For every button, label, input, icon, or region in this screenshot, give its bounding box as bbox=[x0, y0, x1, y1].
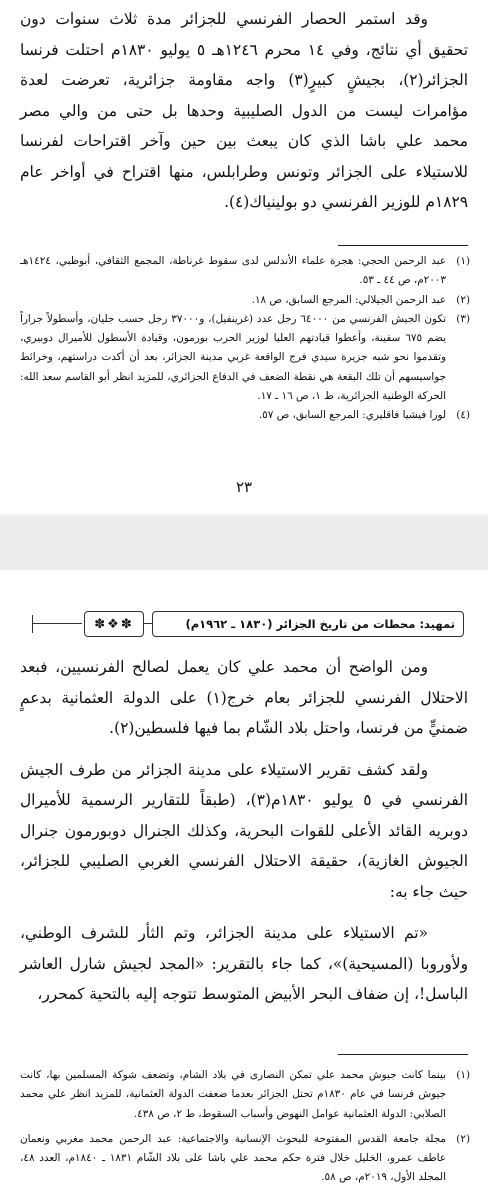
page-number: ٢٣ bbox=[235, 478, 253, 496]
footnote-separator bbox=[338, 1054, 468, 1055]
footnotes bbox=[20, 252, 470, 426]
paragraph: ولقد كشف تقرير الاستيلاء على مدينة الجزائر من طرف الجيش الفرنسي في ٥ يوليو ١٨٣٠م(٣)، (طبقاً للتقارير الرسمية للأميرال دوبريه القائد الأعلى للقوات البحرية، وكذلك الجنرال دوبورمون جنرال الجيوش الغازية)، حقيقة الاحتلال الفرنسي الغربي الصليبي للجزائر، حيث جاء به: bbox=[20, 760, 468, 901]
header-title: تمهيد: محطات من تاريخ الجزائر (١٨٣٠ ـ ١٩٦٢م) bbox=[152, 611, 464, 637]
footnote bbox=[20, 1066, 470, 1124]
footnote-text: عبد الرحمن الحجي: هجرة علماء الأندلس لدى سقوط غرناطة، المجمع الثقافي، أبوظبي، ١٤٢٤هـ ٢٠٠٣م، ص ٤٤ ـ ٥٣. bbox=[20, 255, 446, 287]
footnote-text: عبد الرحمن الجيلالي: المرجع السابق، ص ١٨. bbox=[251, 293, 446, 306]
footnote bbox=[20, 406, 470, 425]
page-top bbox=[0, 0, 488, 515]
footnote bbox=[20, 252, 470, 291]
footnote-number: (١) bbox=[456, 1069, 470, 1081]
footnote-text: مجلة جامعة القدس المفتوحة للبحوث الإنسانية والاجتماعية: عبد الرحمن محمد مغربي ونعمان عاطف عمرو، الخليل خلال فترة حكم محمد علي باشا على بلاد الشّام ١٨٣١ ـ ١٨٤٠م، العدد ٤٨، المجلد الأول، ٢٠١٩م، ص ٥٨. bbox=[20, 1132, 446, 1184]
footnote bbox=[20, 1130, 470, 1188]
footnote-number: (٢) bbox=[456, 293, 470, 306]
footnote-number: (٣) bbox=[456, 312, 470, 325]
page-bottom bbox=[0, 570, 488, 1200]
body-text bbox=[20, 652, 468, 1010]
footnote-text: بينما كانت جيوش محمد علي تمكن النصارى في بلاد الشام، وتضعف شوكة المسلمين بها، كانت جيوش فرنسا في عام ١٨٣٠م تحتل الجزائر بعدما ضعفت الدولة العثمانية، للمزيد انظر علي محمد الصلابي: الدولة العثمانية عوامل النهوض وأسباب السقوط، ط ٢، ص ٤٣٨. bbox=[20, 1069, 446, 1120]
footnotes bbox=[20, 1066, 470, 1188]
footnote-text: تكون الجيش الفرنسي من ٦٤٠٠٠ رجل عدد (غرينفيل)، و٣٧٠٠٠ رجل حسب جليان، وأسطولاً جراراً يضم ٦٧٥ سفينة، وأعطوا قيادتهم العليا لوزير الحرب بورمون، وقيادة الأسطول للأميرال دوبيري، وتقدموا نحو شبه جزيرة سيدي فرج الواقعة غربي مدينة الجزائر، بعد أن أكدت دراستهم، وخرائط جواسيسهم أن تلك البقعة هي نقطة الضعف في الدفاع الجزائري، للمزيد انظر أبو القاسم سعد الله: الحركة الوطنية الجزائرية، ط ١، ص ١٦ ـ ١٧. bbox=[20, 312, 446, 403]
footnote-number: (٤) bbox=[456, 409, 470, 422]
paragraph: «تم الاستيلاء على مدينة الجزائر، وتم الثأر للشرف الوطني، ولأوروبا (المسيحية)»، كما جاء بالتقرير: «المجد لجيش شارل العاشر الباسل!، إن ضفاف البحر الأبيض المتوسط تتوجه إليه بالتحية كمحرر، bbox=[20, 924, 468, 1003]
ornament-icon: ✽❖✽ bbox=[84, 611, 144, 637]
footnote-number: (٢) bbox=[456, 1132, 470, 1145]
footnote-separator bbox=[338, 245, 468, 246]
running-header bbox=[32, 611, 464, 639]
paragraph: ومن الواضح أن محمد علي كان يعمل لصالح الفرنسيين، فبعد الاحتلال الفرنسي للجزائر بعام خرج(١) على الدولة العثمانية بدعمٍ ضمنيٍّ من فرنسا، واحتل بلاد الشّام بما فيها فلسطين(٢). bbox=[20, 658, 468, 737]
footnote bbox=[20, 310, 470, 406]
page-gap bbox=[0, 515, 488, 570]
header-line-end bbox=[32, 615, 33, 633]
footnote-number: (١) bbox=[456, 255, 470, 267]
header-line bbox=[32, 623, 82, 624]
header-connector bbox=[144, 623, 152, 624]
paragraph: وقد استمر الحصار الفرنسي للجزائر مدة ثلاث سنوات دون تحقيق أي نتائج، وفي ١٤ محرم ١٢٤٦هـ ٥ يوليو ١٨٣٠م احتلت فرنسا الجزائر(٢)، بجيشٍ كبيرٍ(٣) واجه مقاومة جزائرية، تعرضت لعدة مؤامرات ليست من الدول الصليبية وحدها بل حتى من والي مصر محمد علي باشا الذي كان يبعث بين حين وآخر اقتراحات لفرنسا للاستيلاء على الجزائر وتونس وطرابلس، منها اقتراح في أواخر عام ١٨٢٩م للوزير الفرنسي دو بولينياك(٤). bbox=[20, 10, 468, 211]
body-text bbox=[20, 4, 468, 218]
footnote bbox=[20, 291, 470, 310]
footnote-text: لورا فيشيا فاقليري: المرجع السابق، ص ٥٧. bbox=[258, 409, 446, 422]
